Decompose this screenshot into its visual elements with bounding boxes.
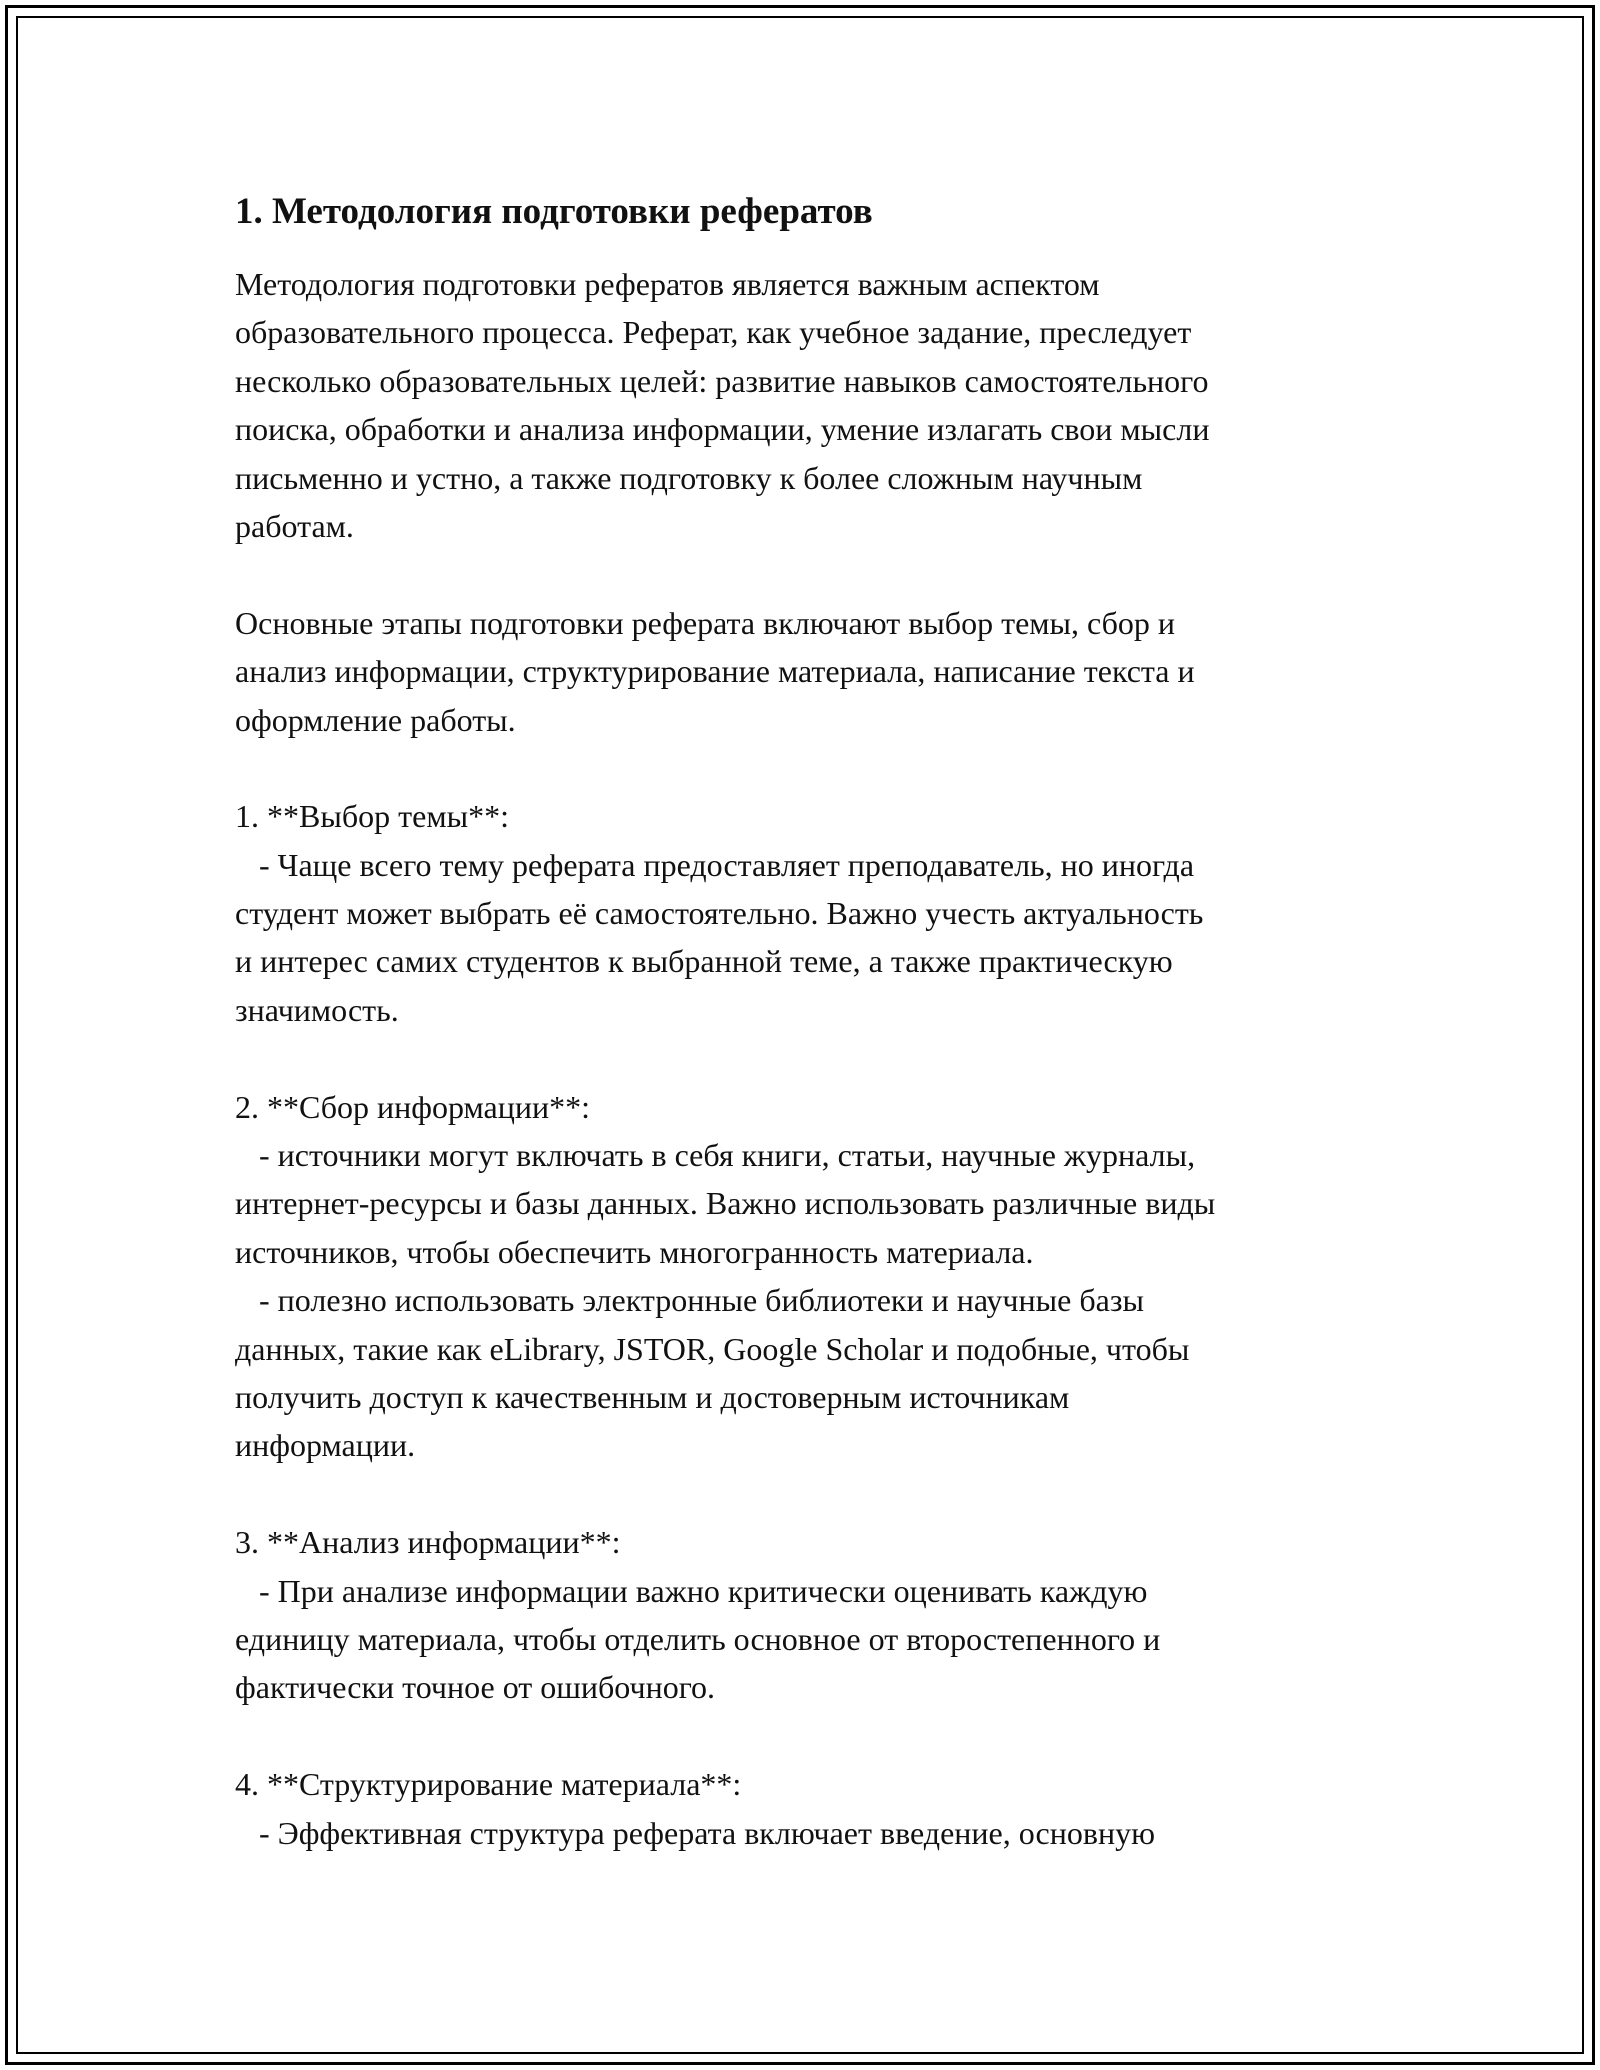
text-line: Методология подготовки рефератов является важным аспектом	[235, 266, 1100, 302]
text-line: поиска, обработки и анализа информации, умение излагать свои мысли	[235, 411, 1210, 448]
blank-line	[235, 744, 1395, 792]
text-line: получить доступ к качественным и достоверным источникам	[235, 1378, 1070, 1415]
text-line: фактически точное от ошибочного.	[235, 1669, 716, 1706]
text-line: - Эффективная структура реферата включает введение, основную	[235, 1814, 1155, 1851]
text-line: письменно и устно, а также подготовку к более сложным научным	[235, 459, 1143, 496]
document-body	[235, 260, 1395, 1857]
text-line: - Чаще всего тему реферата предоставляет преподаватель, но иногда	[235, 846, 1195, 883]
text-line: образовательного процесса. Реферат, как учебное задание, преследует	[235, 314, 1192, 351]
blank-line	[235, 1470, 1395, 1518]
text-line: 2. **Сбор информации**:	[235, 1088, 591, 1125]
text-line: 3. **Анализ информации**:	[235, 1524, 621, 1561]
text-line: значимость.	[235, 991, 399, 1028]
text-line: - полезно использовать электронные библиотеки и научные базы	[235, 1282, 1144, 1319]
text-line: Основные этапы подготовки реферата включают выбор темы, сбор и	[235, 604, 1176, 641]
text-line: студент может выбрать её самостоятельно. Важно учесть актуальность	[235, 895, 1204, 932]
text-line: несколько образовательных целей: развитие навыков самостоятельного	[235, 362, 1209, 399]
text-line: интернет-ресурсы и базы данных. Важно использовать различные виды	[235, 1185, 1216, 1222]
text-line: оформление работы.	[235, 701, 516, 738]
text-line: единицу материала, чтобы отделить основное от второстепенного и	[235, 1620, 1161, 1657]
document-content	[235, 188, 1395, 1857]
text-line: 4. **Структурирование материала**:	[235, 1766, 742, 1803]
blank-line	[235, 1034, 1395, 1082]
text-line: источников, чтобы обеспечить многогранность материала.	[235, 1233, 1034, 1270]
blank-line	[235, 550, 1395, 598]
text-line: анализ информации, структурирование материала, написание текста и	[235, 653, 1195, 690]
text-line: информации.	[235, 1427, 416, 1464]
section-heading: 1. Методология подготовки рефератов	[235, 191, 873, 232]
text-line: данных, такие как eLibrary, JSTOR, Google Scholar и подобные, чтобы	[235, 1330, 1190, 1367]
blank-line	[235, 1712, 1395, 1760]
text-line: работам.	[235, 507, 354, 544]
text-line: - источники могут включать в себя книги, статьи, научные журналы,	[235, 1137, 1196, 1174]
text-line: и интерес самих студентов к выбранной теме, а также практическую	[235, 943, 1173, 980]
text-line: 1. **Выбор темы**:	[235, 798, 509, 835]
text-line: - При анализе информации важно критически оценивать каждую	[235, 1572, 1148, 1609]
